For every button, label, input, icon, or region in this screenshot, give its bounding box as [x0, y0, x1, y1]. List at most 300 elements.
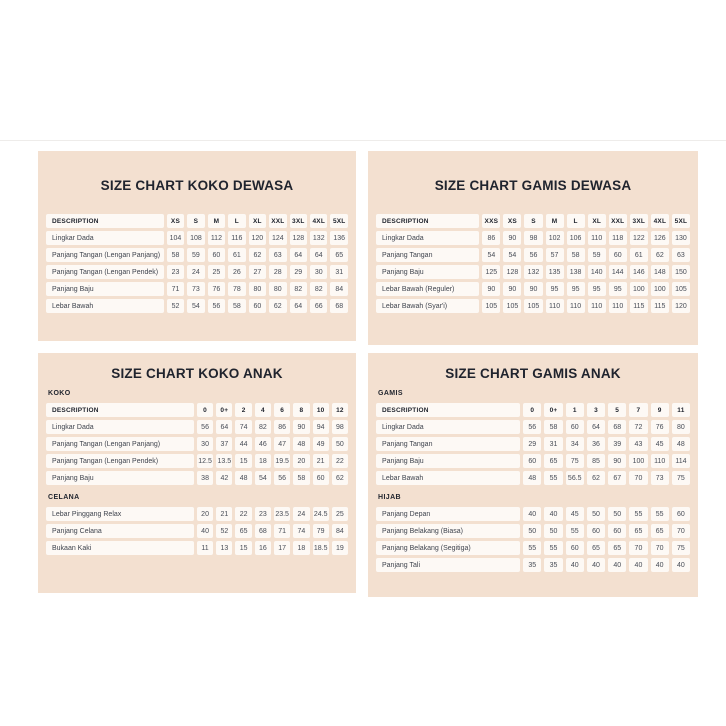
value-cell: 95 — [567, 282, 585, 296]
section-label: CELANA — [48, 494, 80, 501]
value-cell: 105 — [503, 299, 521, 313]
value-cell: 18 — [255, 454, 271, 468]
column-header-size: L — [567, 214, 585, 228]
value-cell: 78 — [228, 282, 245, 296]
value-cell: 44 — [235, 437, 251, 451]
value-cell: 115 — [630, 299, 648, 313]
table-header-row — [46, 214, 348, 228]
faint-divider-line — [0, 140, 726, 141]
value-cell: 76 — [208, 282, 225, 296]
row-label-cell: Lebar Pinggang Relax — [46, 507, 194, 521]
size-chart-gamis-dewasa-panel — [368, 151, 698, 345]
value-cell: 20 — [197, 507, 213, 521]
value-cell: 48 — [235, 471, 251, 485]
column-header-size: 9 — [651, 403, 669, 417]
row-label-cell: Panjang Tali — [376, 558, 520, 572]
column-header-description: DESCRIPTION — [376, 403, 520, 417]
value-cell: 65 — [587, 541, 605, 555]
value-cell: 73 — [187, 282, 204, 296]
row-label-cell: Panjang Baju — [46, 471, 194, 485]
row-label-cell: Lingkar Dada — [46, 231, 164, 245]
value-cell: 100 — [629, 454, 647, 468]
row-label-cell: Lebar Bawah (Reguler) — [376, 282, 479, 296]
value-cell: 64 — [310, 248, 327, 262]
value-cell: 16 — [255, 541, 271, 555]
value-cell: 24 — [187, 265, 204, 279]
value-cell: 19.5 — [274, 454, 290, 468]
table-row — [46, 437, 348, 451]
column-header-size: S — [524, 214, 542, 228]
value-cell: 29 — [290, 265, 307, 279]
value-cell: 27 — [249, 265, 266, 279]
value-cell: 23 — [167, 265, 184, 279]
table-row — [46, 471, 348, 485]
row-label-cell: Panjang Tangan (Lengan Panjang) — [46, 248, 164, 262]
table-row — [46, 265, 348, 279]
chart-title: SIZE CHART KOKO DEWASA — [100, 178, 294, 193]
table-row — [46, 282, 348, 296]
value-cell: 98 — [524, 231, 542, 245]
table-row — [46, 248, 348, 262]
value-cell: 62 — [249, 248, 266, 262]
row-label-cell: Lebar Bawah — [376, 471, 520, 485]
value-cell: 61 — [630, 248, 648, 262]
value-cell: 56 — [274, 471, 290, 485]
value-cell: 95 — [546, 282, 564, 296]
value-cell: 40 — [523, 507, 541, 521]
value-cell: 98 — [332, 420, 348, 434]
value-cell: 128 — [290, 231, 307, 245]
value-cell: 68 — [608, 420, 626, 434]
value-cell: 65 — [629, 524, 647, 538]
value-cell: 90 — [503, 282, 521, 296]
value-cell: 118 — [609, 231, 627, 245]
value-cell: 17 — [274, 541, 290, 555]
value-cell: 60 — [608, 524, 626, 538]
table-row — [46, 524, 348, 538]
row-label-cell: Lebar Bawah — [46, 299, 164, 313]
value-cell: 62 — [651, 248, 669, 262]
value-cell: 68 — [330, 299, 347, 313]
value-cell: 105 — [672, 282, 690, 296]
value-cell: 116 — [228, 231, 245, 245]
value-cell: 54 — [482, 248, 500, 262]
value-cell: 94 — [313, 420, 329, 434]
value-cell: 13.5 — [216, 454, 232, 468]
value-cell: 13 — [216, 541, 232, 555]
value-cell: 135 — [546, 265, 564, 279]
table-row — [376, 558, 690, 572]
value-cell: 60 — [672, 507, 690, 521]
column-header-size: 0+ — [544, 403, 562, 417]
value-cell: 74 — [293, 524, 309, 538]
value-cell: 22 — [235, 507, 251, 521]
value-cell: 150 — [672, 265, 690, 279]
column-header-description: DESCRIPTION — [46, 214, 164, 228]
row-label-cell: Panjang Depan — [376, 507, 520, 521]
row-label-cell: Panjang Tangan — [376, 437, 520, 451]
value-cell: 55 — [629, 507, 647, 521]
value-cell: 37 — [216, 437, 232, 451]
row-label-cell: Panjang Baju — [376, 265, 479, 279]
value-cell: 90 — [524, 282, 542, 296]
value-cell: 125 — [482, 265, 500, 279]
value-cell: 64 — [290, 299, 307, 313]
value-cell: 24.5 — [313, 507, 329, 521]
value-cell: 64 — [290, 248, 307, 262]
value-cell: 42 — [216, 471, 232, 485]
row-label-cell: Lingkar Dada — [46, 420, 194, 434]
value-cell: 56 — [208, 299, 225, 313]
value-cell: 18 — [293, 541, 309, 555]
value-cell: 34 — [566, 437, 584, 451]
value-cell: 60 — [313, 471, 329, 485]
value-cell: 105 — [524, 299, 542, 313]
column-header-description: DESCRIPTION — [376, 214, 479, 228]
value-cell: 47 — [274, 437, 290, 451]
value-cell: 85 — [587, 454, 605, 468]
value-cell: 48 — [293, 437, 309, 451]
value-cell: 55 — [651, 507, 669, 521]
value-cell: 21 — [313, 454, 329, 468]
table-row — [46, 420, 348, 434]
value-cell: 75 — [566, 454, 584, 468]
column-header-size: 2 — [235, 403, 251, 417]
column-header-size: 6 — [274, 403, 290, 417]
value-cell: 55 — [523, 541, 541, 555]
value-cell: 62 — [332, 471, 348, 485]
table-row — [376, 265, 690, 279]
value-cell: 124 — [269, 231, 286, 245]
value-cell: 21 — [216, 507, 232, 521]
value-cell: 60 — [609, 248, 627, 262]
value-cell: 110 — [567, 299, 585, 313]
value-cell: 56 — [197, 420, 213, 434]
value-cell: 52 — [167, 299, 184, 313]
value-cell: 105 — [482, 299, 500, 313]
value-cell: 50 — [587, 507, 605, 521]
value-cell: 30 — [310, 265, 327, 279]
value-cell: 26 — [228, 265, 245, 279]
value-cell: 58 — [228, 299, 245, 313]
table-row — [376, 282, 690, 296]
value-cell: 64 — [587, 420, 605, 434]
value-cell: 86 — [274, 420, 290, 434]
value-cell: 45 — [651, 437, 669, 451]
value-cell: 30 — [197, 437, 213, 451]
value-cell: 112 — [208, 231, 225, 245]
value-cell: 40 — [544, 507, 562, 521]
value-cell: 80 — [672, 420, 690, 434]
value-cell: 31 — [330, 265, 347, 279]
value-cell: 38 — [197, 471, 213, 485]
size-chart-gamis-anak-panel — [368, 353, 698, 597]
table-row — [376, 541, 690, 555]
column-header-size: XXL — [609, 214, 627, 228]
column-header-size: XXL — [269, 214, 286, 228]
column-header-size: 4XL — [651, 214, 669, 228]
table-row — [376, 231, 690, 245]
value-cell: 55 — [544, 541, 562, 555]
row-label-cell: Lebar Bawah (Syar'i) — [376, 299, 479, 313]
row-label-cell: Panjang Tangan (Lengan Panjang) — [46, 437, 194, 451]
value-cell: 63 — [269, 248, 286, 262]
chart-title: SIZE CHART GAMIS ANAK — [445, 366, 621, 381]
value-cell: 54 — [255, 471, 271, 485]
value-cell: 75 — [672, 541, 690, 555]
value-cell: 74 — [235, 420, 251, 434]
column-header-size: 11 — [672, 403, 690, 417]
table-row — [376, 299, 690, 313]
value-cell: 71 — [167, 282, 184, 296]
column-header-size: 5XL — [330, 214, 347, 228]
value-cell: 36 — [587, 437, 605, 451]
value-cell: 55 — [544, 471, 562, 485]
value-cell: 146 — [630, 265, 648, 279]
value-cell: 62 — [587, 471, 605, 485]
value-cell: 60 — [566, 541, 584, 555]
value-cell: 65 — [608, 541, 626, 555]
value-cell: 57 — [546, 248, 564, 262]
column-header-size: 0 — [197, 403, 213, 417]
table-row — [376, 507, 690, 521]
value-cell: 68 — [255, 524, 271, 538]
value-cell: 61 — [228, 248, 245, 262]
value-cell: 90 — [608, 454, 626, 468]
value-cell: 60 — [566, 420, 584, 434]
value-cell: 40 — [672, 558, 690, 572]
value-cell: 25 — [332, 507, 348, 521]
column-header-size: 7 — [629, 403, 647, 417]
value-cell: 90 — [482, 282, 500, 296]
value-cell: 67 — [608, 471, 626, 485]
table-header-row — [376, 403, 690, 417]
table-row — [376, 437, 690, 451]
value-cell: 11 — [197, 541, 213, 555]
value-cell: 71 — [274, 524, 290, 538]
value-cell: 115 — [651, 299, 669, 313]
value-cell: 20 — [293, 454, 309, 468]
value-cell: 48 — [523, 471, 541, 485]
value-cell: 58 — [167, 248, 184, 262]
row-label-cell: Panjang Tangan — [376, 248, 479, 262]
value-cell: 62 — [269, 299, 286, 313]
value-cell: 126 — [651, 231, 669, 245]
value-cell: 58 — [544, 420, 562, 434]
column-header-size: XL — [588, 214, 606, 228]
table-row — [46, 299, 348, 313]
value-cell: 35 — [544, 558, 562, 572]
value-cell: 50 — [608, 507, 626, 521]
value-cell: 29 — [523, 437, 541, 451]
value-cell: 56 — [523, 420, 541, 434]
value-cell: 40 — [197, 524, 213, 538]
value-cell: 84 — [330, 282, 347, 296]
value-cell: 43 — [629, 437, 647, 451]
row-label-cell: Panjang Tangan (Lengan Pendek) — [46, 265, 164, 279]
value-cell: 39 — [608, 437, 626, 451]
value-cell: 50 — [332, 437, 348, 451]
row-label-cell: Panjang Belakang (Segitiga) — [376, 541, 520, 555]
value-cell: 110 — [588, 299, 606, 313]
table-row — [376, 248, 690, 262]
value-cell: 12.5 — [197, 454, 213, 468]
value-cell: 75 — [672, 471, 690, 485]
value-cell: 72 — [629, 420, 647, 434]
value-cell: 19 — [332, 541, 348, 555]
value-cell: 65 — [651, 524, 669, 538]
value-cell: 70 — [629, 471, 647, 485]
table-row — [376, 454, 690, 468]
value-cell: 114 — [672, 454, 690, 468]
value-cell: 120 — [672, 299, 690, 313]
value-cell: 60 — [587, 524, 605, 538]
value-cell: 40 — [566, 558, 584, 572]
value-cell: 65 — [235, 524, 251, 538]
value-cell: 128 — [503, 265, 521, 279]
table-header-row — [376, 214, 690, 228]
column-header-size: S — [187, 214, 204, 228]
table-row — [46, 541, 348, 555]
value-cell: 58 — [293, 471, 309, 485]
column-header-size: 0 — [523, 403, 541, 417]
value-cell: 138 — [567, 265, 585, 279]
column-header-size: 4XL — [310, 214, 327, 228]
column-header-size: L — [228, 214, 245, 228]
chart-title: SIZE CHART GAMIS DEWASA — [434, 178, 632, 193]
value-cell: 15 — [235, 454, 251, 468]
column-header-size: 12 — [332, 403, 348, 417]
value-cell: 60 — [523, 454, 541, 468]
value-cell: 50 — [523, 524, 541, 538]
column-header-size: 10 — [313, 403, 329, 417]
value-cell: 15 — [235, 541, 251, 555]
section-label: GAMIS — [378, 390, 403, 397]
table-row — [376, 524, 690, 538]
value-cell: 84 — [332, 524, 348, 538]
value-cell: 106 — [567, 231, 585, 245]
column-header-size: 0+ — [216, 403, 232, 417]
value-cell: 80 — [269, 282, 286, 296]
value-cell: 108 — [187, 231, 204, 245]
section-label: KOKO — [48, 390, 71, 397]
value-cell: 144 — [609, 265, 627, 279]
chart-title: SIZE CHART KOKO ANAK — [111, 366, 283, 381]
value-cell: 40 — [629, 558, 647, 572]
value-cell: 24 — [293, 507, 309, 521]
value-cell: 148 — [651, 265, 669, 279]
value-cell: 82 — [290, 282, 307, 296]
value-cell: 82 — [255, 420, 271, 434]
column-header-size: M — [208, 214, 225, 228]
value-cell: 95 — [609, 282, 627, 296]
value-cell: 104 — [167, 231, 184, 245]
size-chart-koko-dewasa-panel — [38, 151, 356, 341]
column-header-size: 1 — [566, 403, 584, 417]
value-cell: 18.5 — [313, 541, 329, 555]
value-cell: 102 — [546, 231, 564, 245]
value-cell: 63 — [672, 248, 690, 262]
value-cell: 56 — [524, 248, 542, 262]
value-cell: 25 — [208, 265, 225, 279]
value-cell: 65 — [330, 248, 347, 262]
value-cell: 45 — [566, 507, 584, 521]
value-cell: 58 — [567, 248, 585, 262]
value-cell: 40 — [608, 558, 626, 572]
table-header-row — [46, 403, 348, 417]
column-header-size: XXS — [482, 214, 500, 228]
column-header-size: 3XL — [630, 214, 648, 228]
value-cell: 100 — [651, 282, 669, 296]
value-cell: 65 — [544, 454, 562, 468]
value-cell: 54 — [187, 299, 204, 313]
value-cell: 70 — [651, 541, 669, 555]
row-label-cell: Panjang Belakang (Biasa) — [376, 524, 520, 538]
value-cell: 50 — [544, 524, 562, 538]
value-cell: 40 — [651, 558, 669, 572]
table-row — [376, 471, 690, 485]
value-cell: 40 — [587, 558, 605, 572]
value-cell: 60 — [249, 299, 266, 313]
row-label-cell: Lingkar Dada — [376, 420, 520, 434]
column-header-size: 3 — [587, 403, 605, 417]
table-row — [46, 231, 348, 245]
value-cell: 70 — [672, 524, 690, 538]
column-header-size: 5XL — [672, 214, 690, 228]
value-cell: 90 — [293, 420, 309, 434]
column-header-size: M — [546, 214, 564, 228]
size-chart-koko-anak-panel — [38, 353, 356, 593]
value-cell: 59 — [588, 248, 606, 262]
row-label-cell: Panjang Celana — [46, 524, 194, 538]
column-header-size: 8 — [293, 403, 309, 417]
value-cell: 59 — [187, 248, 204, 262]
value-cell: 79 — [313, 524, 329, 538]
column-header-size: 4 — [255, 403, 271, 417]
column-header-size: XL — [249, 214, 266, 228]
row-label-cell: Panjang Baju — [376, 454, 520, 468]
value-cell: 130 — [672, 231, 690, 245]
column-header-size: XS — [503, 214, 521, 228]
value-cell: 86 — [482, 231, 500, 245]
value-cell: 35 — [523, 558, 541, 572]
value-cell: 132 — [310, 231, 327, 245]
value-cell: 80 — [249, 282, 266, 296]
value-cell: 55 — [566, 524, 584, 538]
value-cell: 23.5 — [274, 507, 290, 521]
table-row — [376, 420, 690, 434]
value-cell: 110 — [651, 454, 669, 468]
value-cell: 22 — [332, 454, 348, 468]
value-cell: 120 — [249, 231, 266, 245]
column-header-size: 3XL — [290, 214, 307, 228]
value-cell: 73 — [651, 471, 669, 485]
value-cell: 60 — [208, 248, 225, 262]
value-cell: 122 — [630, 231, 648, 245]
column-header-description: DESCRIPTION — [46, 403, 194, 417]
value-cell: 48 — [672, 437, 690, 451]
value-cell: 95 — [588, 282, 606, 296]
value-cell: 31 — [544, 437, 562, 451]
value-cell: 76 — [651, 420, 669, 434]
row-label-cell: Panjang Baju — [46, 282, 164, 296]
column-header-size: XS — [167, 214, 184, 228]
value-cell: 140 — [588, 265, 606, 279]
value-cell: 90 — [503, 231, 521, 245]
value-cell: 23 — [255, 507, 271, 521]
value-cell: 110 — [588, 231, 606, 245]
value-cell: 49 — [313, 437, 329, 451]
